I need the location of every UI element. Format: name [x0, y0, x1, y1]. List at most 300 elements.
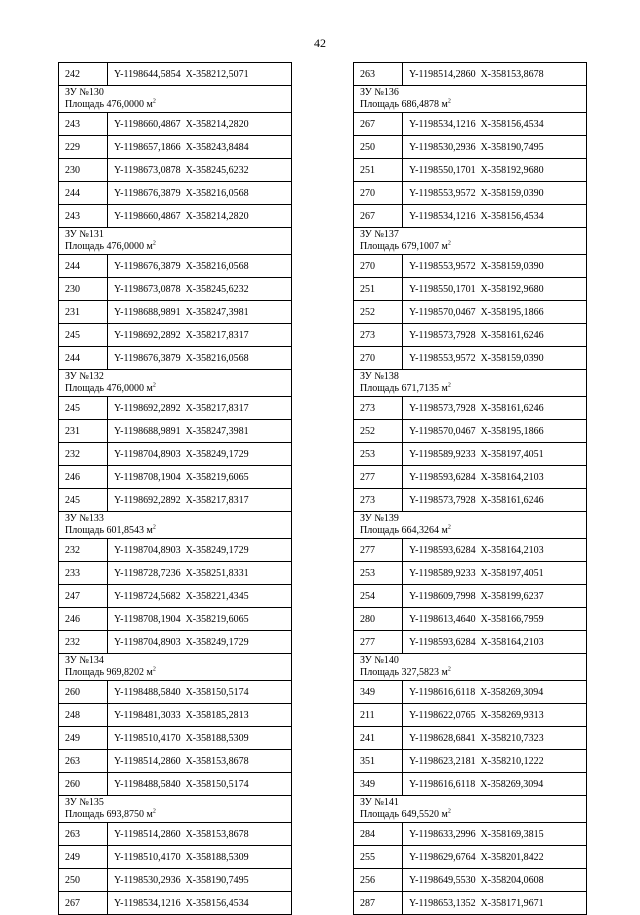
table-row [59, 892, 291, 915]
point-number: 243 [59, 113, 108, 135]
coordinate-y: Y-1198534,1216 [409, 210, 476, 222]
coordinate-y: Y-1198530,2936 [114, 874, 181, 886]
point-coordinates [403, 188, 544, 199]
coordinate-y: Y-1198628,6841 [409, 732, 476, 744]
table-row [354, 846, 586, 869]
area-unit-exponent: 2 [152, 240, 156, 247]
coordinate-y: Y-1198660,4867 [114, 210, 181, 222]
point-coordinates [403, 142, 544, 153]
table-row [354, 631, 586, 654]
point-number: 230 [59, 278, 108, 300]
point-coordinates [403, 875, 544, 886]
point-number: 248 [59, 704, 108, 726]
coordinate-x: X-358269,9313 [480, 709, 544, 721]
coordinate-x: X-358214,2820 [185, 118, 249, 130]
table-row [354, 681, 586, 704]
coordinate-x: X-358153,8678 [480, 68, 544, 80]
point-coordinates [403, 568, 544, 579]
coordinate-y: Y-1198481,3033 [114, 709, 181, 721]
coordinate-x: X-358192,9680 [480, 164, 544, 176]
point-number: 245 [59, 397, 108, 419]
table-row [59, 681, 291, 704]
coordinate-x: X-358188,5309 [185, 851, 249, 863]
point-coordinates [108, 495, 249, 506]
table-row [354, 823, 586, 846]
coordinate-x: X-358204,0608 [480, 874, 544, 886]
point-number: 349 [354, 773, 403, 795]
coordinate-x: X-358197,4051 [480, 448, 544, 460]
table-row [59, 823, 291, 846]
point-coordinates [108, 687, 249, 698]
coordinate-x: X-358245,6232 [185, 283, 249, 295]
coordinate-x: X-358190,7495 [480, 141, 544, 153]
point-coordinates [403, 284, 544, 295]
point-number: 251 [354, 278, 403, 300]
parcel-title: ЗУ №134 [65, 655, 104, 666]
coordinate-y: Y-1198622,0765 [409, 709, 476, 721]
point-number: 273 [354, 324, 403, 346]
coordinate-x: X-358164,2103 [480, 636, 544, 648]
table-row [354, 489, 586, 512]
coordinate-y: Y-1198609,7998 [409, 590, 476, 602]
table-row [59, 704, 291, 727]
coordinate-y: Y-1198553,9572 [409, 260, 476, 272]
coordinate-y: Y-1198704,8903 [114, 636, 181, 648]
point-number: 256 [354, 869, 403, 891]
coordinate-y: Y-1198623,2181 [409, 755, 476, 767]
parcel-header [354, 512, 586, 539]
parcel-header [59, 796, 291, 823]
coordinate-x: X-358197,4051 [480, 567, 544, 579]
point-number: 244 [59, 182, 108, 204]
parcel-header [354, 228, 586, 255]
area-unit-exponent: 2 [447, 524, 451, 531]
table-row [354, 562, 586, 585]
parcel-area [65, 809, 291, 821]
coordinate-y: Y-1198629,6764 [409, 851, 476, 863]
coordinate-y: Y-1198676,3879 [114, 187, 181, 199]
table-row [59, 278, 291, 301]
table-row [59, 585, 291, 608]
coordinate-y: Y-1198673,0878 [114, 164, 181, 176]
coordinate-x: X-358164,2103 [480, 544, 544, 556]
table-row [59, 466, 291, 489]
coordinate-y: Y-1198692,2892 [114, 402, 181, 414]
point-coordinates [108, 69, 249, 80]
point-coordinates [108, 472, 249, 483]
coordinate-y: Y-1198676,3879 [114, 352, 181, 364]
coordinate-y: Y-1198530,2936 [409, 141, 476, 153]
point-coordinates [403, 165, 544, 176]
point-number: 263 [354, 63, 403, 85]
point-coordinates [403, 472, 544, 483]
point-coordinates [108, 614, 249, 625]
coordinate-y: Y-1198704,8903 [114, 448, 181, 460]
table-row [354, 704, 586, 727]
parcel-header [354, 796, 586, 823]
point-number: 351 [354, 750, 403, 772]
point-number: 244 [59, 347, 108, 369]
coordinate-y: Y-1198593,6284 [409, 544, 476, 556]
point-coordinates [403, 403, 544, 414]
coordinate-x: X-358249,1729 [185, 448, 249, 460]
coordinate-x: X-358169,3815 [480, 828, 544, 840]
point-number: 247 [59, 585, 108, 607]
parcel-area-text: Площадь 671,7135 м [360, 383, 448, 394]
table-row [354, 869, 586, 892]
coordinate-x: X-358153,8678 [185, 828, 249, 840]
table-row [59, 255, 291, 278]
point-coordinates [108, 307, 249, 318]
table-row [59, 420, 291, 443]
point-coordinates [403, 829, 544, 840]
point-number: 270 [354, 182, 403, 204]
point-coordinates [108, 165, 249, 176]
coordinate-x: X-358185,2813 [185, 709, 249, 721]
table-row [59, 869, 291, 892]
point-number: 270 [354, 255, 403, 277]
point-coordinates [403, 353, 544, 364]
coordinate-y: Y-1198724,5682 [114, 590, 181, 602]
point-number: 246 [59, 466, 108, 488]
table-row [354, 750, 586, 773]
parcel-area-text: Площадь 969,8202 м [65, 667, 153, 678]
coordinate-x: X-358159,0390 [480, 187, 544, 199]
coordinate-x: X-358269,3094 [480, 686, 544, 698]
parcel-area-text: Площадь 327,5823 м [360, 667, 448, 678]
point-coordinates [108, 591, 249, 602]
point-number: 280 [354, 608, 403, 630]
coordinate-x: X-358217,8317 [185, 402, 249, 414]
table-row [354, 608, 586, 631]
point-number: 252 [354, 301, 403, 323]
parcel-area [65, 99, 291, 111]
coordinate-x: X-358269,3094 [480, 778, 544, 790]
table-row [354, 466, 586, 489]
table-row [59, 727, 291, 750]
parcel-header [59, 86, 291, 113]
coordinate-y: Y-1198708,1904 [114, 613, 181, 625]
coordinate-x: X-358161,6246 [480, 402, 544, 414]
table-row [354, 420, 586, 443]
point-number: 250 [59, 869, 108, 891]
coordinate-x: X-358190,7495 [185, 874, 249, 886]
point-number: 255 [354, 846, 403, 868]
point-coordinates [108, 568, 249, 579]
point-number: 273 [354, 397, 403, 419]
point-number: 277 [354, 539, 403, 561]
table-row [354, 301, 586, 324]
point-coordinates [403, 852, 544, 863]
coordinate-x: X-358219,6065 [185, 471, 249, 483]
area-unit-exponent: 2 [447, 98, 451, 105]
table-row [354, 113, 586, 136]
point-number: 267 [59, 892, 108, 914]
coordinate-y: Y-1198573,7928 [409, 494, 476, 506]
point-number: 260 [59, 773, 108, 795]
point-coordinates [108, 403, 249, 414]
parcel-header [354, 370, 586, 397]
table-row [59, 182, 291, 205]
point-number: 267 [354, 205, 403, 227]
parcel-area [360, 241, 586, 253]
coordinate-y: Y-1198573,7928 [409, 329, 476, 341]
table-row [354, 136, 586, 159]
coordinate-y: Y-1198570,0467 [409, 425, 476, 437]
point-number: 232 [59, 539, 108, 561]
parcel-header [59, 654, 291, 681]
coordinate-y: Y-1198616,6118 [409, 778, 476, 790]
point-coordinates [108, 261, 249, 272]
point-coordinates [403, 119, 544, 130]
point-coordinates [403, 449, 544, 460]
table-row [354, 347, 586, 370]
coordinate-y: Y-1198660,4867 [114, 118, 181, 130]
coordinate-y: Y-1198514,2860 [114, 755, 181, 767]
coordinate-x: X-358219,6065 [185, 613, 249, 625]
point-coordinates [108, 426, 249, 437]
point-number: 249 [59, 727, 108, 749]
point-number: 263 [59, 823, 108, 845]
coordinate-y: Y-1198644,5854 [114, 68, 181, 80]
table-row [354, 63, 586, 86]
point-coordinates [108, 188, 249, 199]
coordinate-x: X-358249,1729 [185, 544, 249, 556]
coordinate-y: Y-1198593,6284 [409, 471, 476, 483]
table-row [354, 773, 586, 796]
table-row [354, 585, 586, 608]
coordinate-y: Y-1198616,6118 [409, 686, 476, 698]
parcel-area [360, 809, 586, 821]
coordinates-table-right [353, 62, 587, 915]
coordinate-x: X-358249,1729 [185, 636, 249, 648]
coordinate-x: X-358212,5071 [185, 68, 249, 80]
table-row [59, 846, 291, 869]
coordinate-y: Y-1198653,1352 [409, 897, 476, 909]
table-row [59, 136, 291, 159]
point-coordinates [403, 779, 543, 790]
coordinate-y: Y-1198692,2892 [114, 329, 181, 341]
table-row [59, 539, 291, 562]
point-number: 245 [59, 489, 108, 511]
parcel-area-text: Площадь 649,5520 м [360, 809, 448, 820]
parcel-area [360, 525, 586, 537]
coordinate-y: Y-1198673,0878 [114, 283, 181, 295]
point-coordinates [108, 119, 249, 130]
table-row [59, 608, 291, 631]
point-coordinates [403, 898, 544, 909]
table-row [59, 562, 291, 585]
point-number: 273 [354, 489, 403, 511]
point-number: 232 [59, 631, 108, 653]
coordinate-y: Y-1198649,5530 [409, 874, 476, 886]
parcel-title: ЗУ №130 [65, 87, 104, 98]
area-unit-exponent: 2 [447, 240, 451, 247]
page-number: 42 [314, 36, 326, 50]
parcel-title: ЗУ №140 [360, 655, 399, 666]
point-number: 253 [354, 443, 403, 465]
parcel-title: ЗУ №133 [65, 513, 104, 524]
table-row [59, 397, 291, 420]
point-coordinates [403, 710, 544, 721]
coordinate-y: Y-1198550,1701 [409, 283, 476, 295]
parcel-area-text: Площадь 476,0000 м [65, 99, 153, 110]
coordinate-x: X-358156,4534 [480, 210, 544, 222]
point-coordinates [108, 211, 249, 222]
coordinate-y: Y-1198728,7236 [114, 567, 181, 579]
coordinate-x: X-358247,3981 [185, 306, 249, 318]
coordinate-x: X-358251,8331 [185, 567, 249, 579]
parcel-title: ЗУ №136 [360, 87, 399, 98]
parcel-area [65, 383, 291, 395]
point-number: 242 [59, 63, 108, 85]
coordinate-x: X-358159,0390 [480, 352, 544, 364]
point-coordinates [403, 591, 544, 602]
coordinate-x: X-358245,6232 [185, 164, 249, 176]
coordinate-y: Y-1198589,9233 [409, 567, 476, 579]
point-coordinates [403, 261, 544, 272]
coordinates-table-left [58, 62, 292, 915]
coordinate-x: X-358153,8678 [185, 755, 249, 767]
coordinate-y: Y-1198534,1216 [409, 118, 476, 130]
point-number: 231 [59, 301, 108, 323]
coordinate-x: X-358216,0568 [185, 352, 249, 364]
coordinate-x: X-358201,8422 [480, 851, 544, 863]
coordinate-x: X-358217,8317 [185, 494, 249, 506]
point-coordinates [108, 733, 249, 744]
parcel-area-text: Площадь 476,0000 м [65, 383, 153, 394]
area-unit-exponent: 2 [152, 808, 156, 815]
coordinate-x: X-358216,0568 [185, 187, 249, 199]
parcel-area-text: Площадь 679,1007 м [360, 241, 448, 252]
table-row [354, 324, 586, 347]
point-number: 252 [354, 420, 403, 442]
point-coordinates [403, 545, 544, 556]
point-coordinates [108, 829, 249, 840]
point-coordinates [403, 426, 544, 437]
coordinate-x: X-358164,2103 [480, 471, 544, 483]
point-coordinates [108, 545, 249, 556]
area-unit-exponent: 2 [152, 524, 156, 531]
table-row [354, 397, 586, 420]
coordinate-x: X-358221,4345 [185, 590, 249, 602]
point-coordinates [108, 637, 249, 648]
coordinate-x: X-358156,4534 [480, 118, 544, 130]
coordinate-y: Y-1198692,2892 [114, 494, 181, 506]
point-coordinates [108, 779, 249, 790]
point-coordinates [403, 733, 544, 744]
coordinate-x: X-358217,8317 [185, 329, 249, 341]
table-row [59, 324, 291, 347]
coordinate-y: Y-1198534,1216 [114, 897, 181, 909]
point-number: 263 [59, 750, 108, 772]
point-number: 211 [354, 704, 403, 726]
table-row [59, 63, 291, 86]
point-number: 277 [354, 466, 403, 488]
coordinate-y: Y-1198510,4170 [114, 851, 181, 863]
area-unit-exponent: 2 [447, 808, 451, 815]
point-number: 246 [59, 608, 108, 630]
table-row [59, 347, 291, 370]
point-coordinates [403, 614, 544, 625]
coordinate-x: X-358192,9680 [480, 283, 544, 295]
point-number: 349 [354, 681, 403, 703]
point-coordinates [108, 353, 249, 364]
point-number: 277 [354, 631, 403, 653]
parcel-area-text: Площадь 664,3264 м [360, 525, 448, 536]
table-row [59, 489, 291, 512]
parcel-area [360, 99, 586, 111]
coordinate-x: X-358210,1222 [480, 755, 544, 767]
point-coordinates [108, 142, 249, 153]
table-row [354, 539, 586, 562]
coordinate-x: X-358243,8484 [185, 141, 249, 153]
coordinate-y: Y-1198510,4170 [114, 732, 181, 744]
coordinate-y: Y-1198550,1701 [409, 164, 476, 176]
parcel-title: ЗУ №132 [65, 371, 104, 382]
table-row [354, 892, 586, 915]
point-number: 244 [59, 255, 108, 277]
coordinate-x: X-358161,6246 [480, 494, 544, 506]
point-number: 249 [59, 846, 108, 868]
point-coordinates [108, 710, 249, 721]
point-coordinates [108, 875, 249, 886]
coordinate-x: X-358214,2820 [185, 210, 249, 222]
parcel-title: ЗУ №139 [360, 513, 399, 524]
coordinate-x: X-358159,0390 [480, 260, 544, 272]
coordinate-y: Y-1198633,2996 [409, 828, 476, 840]
coordinate-x: X-358188,5309 [185, 732, 249, 744]
point-number: 250 [354, 136, 403, 158]
point-coordinates [108, 756, 249, 767]
parcel-title: ЗУ №138 [360, 371, 399, 382]
coordinate-x: X-358199,6237 [480, 590, 544, 602]
coordinate-x: X-358166,7959 [480, 613, 544, 625]
table-row [59, 205, 291, 228]
coordinate-y: Y-1198704,8903 [114, 544, 181, 556]
coordinate-x: X-358210,7323 [480, 732, 544, 744]
point-coordinates [403, 687, 543, 698]
point-number: 232 [59, 443, 108, 465]
parcel-area [65, 667, 291, 679]
coordinate-y: Y-1198613,4640 [409, 613, 476, 625]
coordinate-x: X-358195,1866 [480, 306, 544, 318]
point-coordinates [403, 307, 544, 318]
coordinate-y: Y-1198657,1866 [114, 141, 181, 153]
table-row [354, 278, 586, 301]
point-number: 251 [354, 159, 403, 181]
coordinate-y: Y-1198688,9891 [114, 306, 181, 318]
point-number: 231 [59, 420, 108, 442]
area-unit-exponent: 2 [152, 98, 156, 105]
parcel-header [59, 370, 291, 397]
point-coordinates [108, 284, 249, 295]
parcel-area [65, 241, 291, 253]
parcel-title: ЗУ №137 [360, 229, 399, 240]
coordinate-x: X-358247,3981 [185, 425, 249, 437]
coordinate-y: Y-1198573,7928 [409, 402, 476, 414]
point-coordinates [403, 756, 544, 767]
area-unit-exponent: 2 [152, 666, 156, 673]
coordinate-y: Y-1198553,9572 [409, 187, 476, 199]
parcel-area-text: Площадь 686,4878 м [360, 99, 448, 110]
point-coordinates [108, 330, 249, 341]
point-coordinates [108, 852, 249, 863]
area-unit-exponent: 2 [447, 382, 451, 389]
point-number: 241 [354, 727, 403, 749]
table-row [354, 727, 586, 750]
table-row [59, 443, 291, 466]
